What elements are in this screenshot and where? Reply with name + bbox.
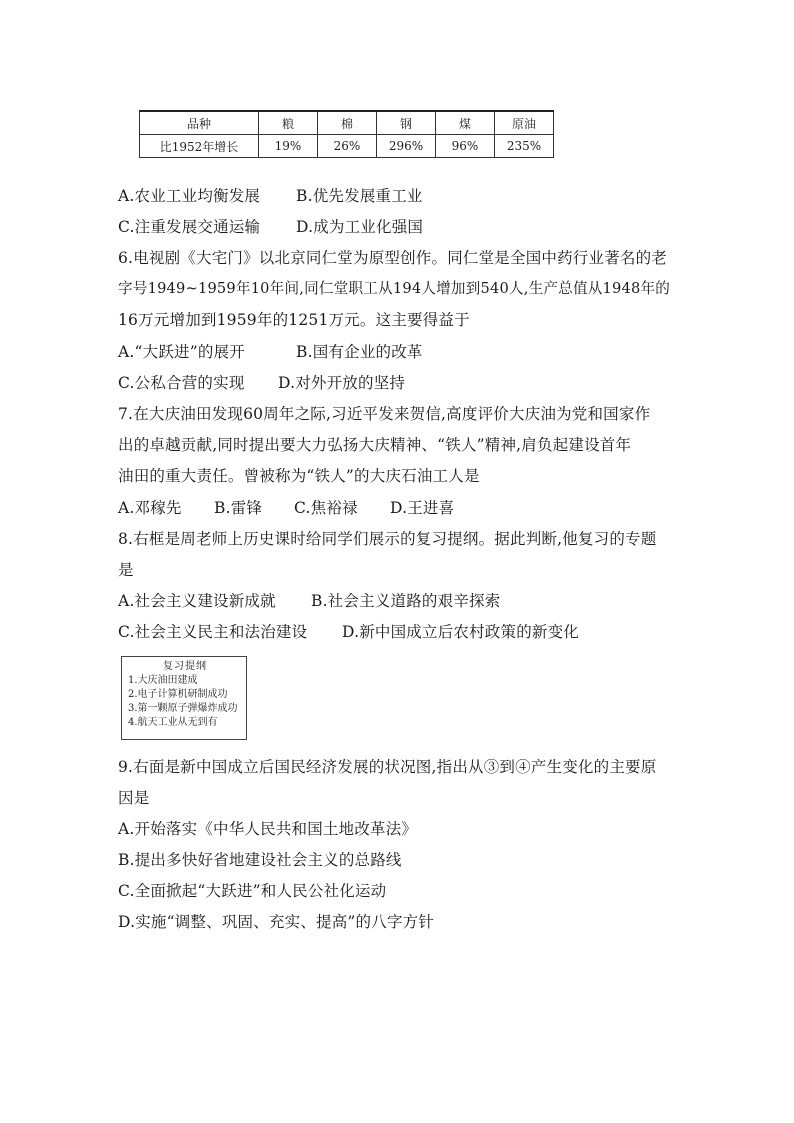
table-header-cell: 棉 xyxy=(318,111,377,135)
outline-item: 4.航天工业从无到有 xyxy=(128,717,218,728)
q6-option-b[interactable]: B.国有企业的改革 xyxy=(296,343,423,361)
table-cell: 26% xyxy=(318,135,377,158)
q6-option-c[interactable]: C.公私合营的实现 xyxy=(118,374,245,392)
table-header-cell: 品种 xyxy=(140,111,259,135)
q8-stem-line: 8.右框是周老师上历史课时给同学们展示的复习提纲。据此判断,他复习的专题 xyxy=(118,530,657,548)
table-header-cell: 煤 xyxy=(436,111,495,135)
q6-option-a[interactable]: A.“大跃进”的展开 xyxy=(118,343,245,361)
q7-stem-line: 油田的重大责任。曾被称为“铁人”的大庆石油工人是 xyxy=(118,467,480,485)
q5-option-d[interactable]: D.成为工业化强国 xyxy=(296,218,424,236)
q5-option-c[interactable]: C.注重发展交通运输 xyxy=(118,218,261,236)
q7-option-b[interactable]: B.雷锋 xyxy=(214,499,263,517)
table-header-cell: 原油 xyxy=(495,111,554,135)
table-row xyxy=(140,135,554,158)
table-header-cell: 钢 xyxy=(377,111,436,135)
outline-item: 2.电子计算机研制成功 xyxy=(128,689,228,700)
q8-option-c[interactable]: C.社会主义民主和法治建设 xyxy=(118,623,308,641)
q6-stem-line: 16万元增加到1959年的1251万元。这主要得益于 xyxy=(118,311,470,329)
q9-option-b[interactable]: B.提出多快好省地建设社会主义的总路线 xyxy=(118,851,402,869)
q5-option-b[interactable]: B.优先发展重工业 xyxy=(296,187,423,205)
outline-item: 1.大庆油田建成 xyxy=(128,675,198,686)
table-header-row xyxy=(140,111,554,135)
q8-option-d[interactable]: D.新中国成立后农村政策的新变化 xyxy=(342,623,580,641)
q9-stem-line: 因是 xyxy=(118,789,150,807)
q7-option-a[interactable]: A.邓稼先 xyxy=(118,499,182,517)
q9-stem-line: 9.右面是新中国成立后国民经济发展的状况图,指出从③到④产生变化的主要原 xyxy=(118,758,657,776)
table-header-cell: 粮 xyxy=(259,111,318,135)
q9-option-c[interactable]: C.全面掀起“大跃进”和人民公社化运动 xyxy=(118,882,387,900)
q9-option-a[interactable]: A.开始落实《中华人民共和国土地改革法》 xyxy=(118,820,418,838)
outline-item: 3.第一颗原子弹爆炸成功 xyxy=(128,703,238,714)
q8-stem-line: 是 xyxy=(118,561,134,579)
table-cell: 比1952年增长 xyxy=(140,135,259,158)
q6-stem-line: 字号1949~1959年10年间,同仁堂职工从194人增加到540人,生产总值从1948年的 xyxy=(118,280,671,297)
q6-stem-line: 6.电视剧《大宅门》以北京同仁堂为原型创作。同仁堂是全国中药行业著名的老 xyxy=(118,249,667,267)
q8-option-a[interactable]: A.社会主义建设新成就 xyxy=(118,592,276,610)
q7-stem-line: 出的卓越贡献,同时提出要大力弘扬大庆精神、“铁人”精神,肩负起建设首年 xyxy=(118,436,632,454)
outline-title: 复习提纲 xyxy=(163,661,207,672)
table-cell: 235% xyxy=(495,135,554,158)
growth-table xyxy=(139,110,554,158)
q6-option-d[interactable]: D.对外开放的坚持 xyxy=(278,374,406,392)
q7-stem-line: 7.在大庆油田发现60周年之际,习近平发来贺信,高度评价大庆油为党和国家作 xyxy=(118,405,651,423)
table-cell: 19% xyxy=(259,135,318,158)
q9-option-d[interactable]: D.实施“调整、巩固、充实、提高”的八字方针 xyxy=(118,913,435,931)
q7-option-d[interactable]: D.王进喜 xyxy=(390,499,455,517)
q7-option-c[interactable]: C.焦裕禄 xyxy=(294,499,358,517)
q8-option-b[interactable]: B.社会主义道路的艰辛探索 xyxy=(311,592,501,610)
review-outline-box xyxy=(121,656,247,740)
q5-option-a[interactable]: A.农业工业均衡发展 xyxy=(118,187,261,205)
table-cell: 96% xyxy=(436,135,495,158)
table-cell: 296% xyxy=(377,135,436,158)
